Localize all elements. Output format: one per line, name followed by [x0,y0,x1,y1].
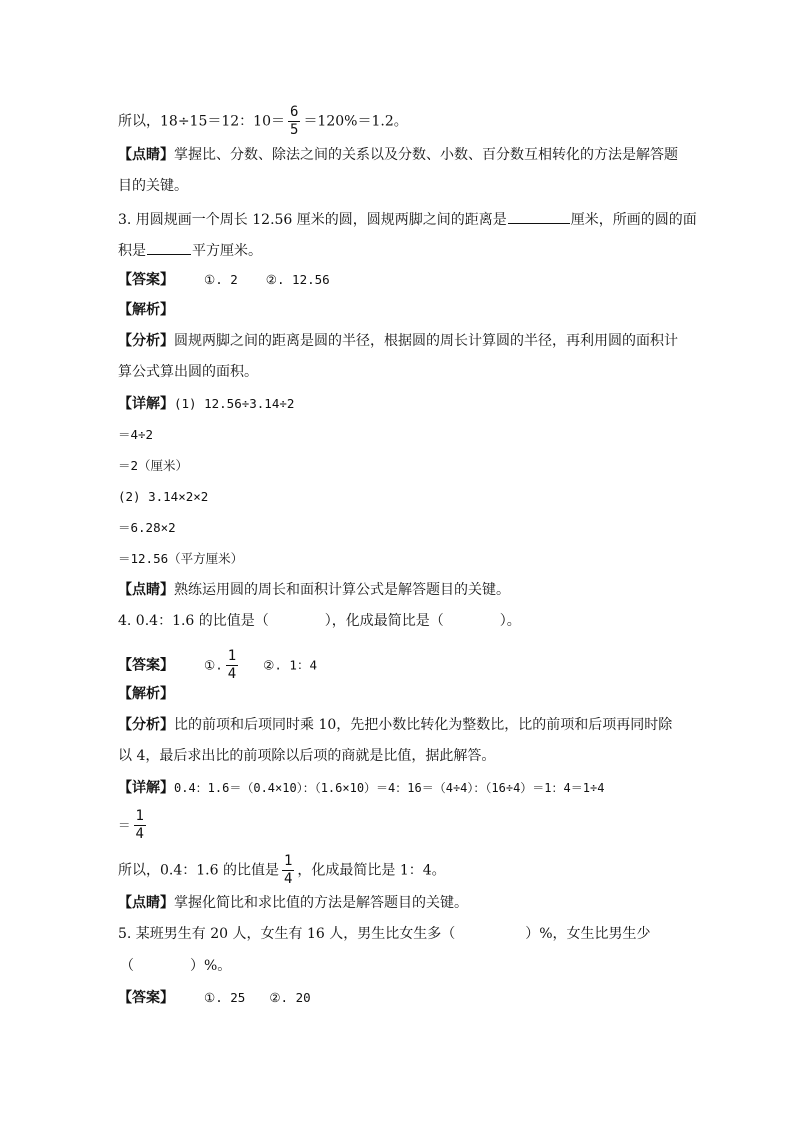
tip-tag: 【点睛】 [118,147,174,163]
tip-tag: 【点睛】 [118,895,174,911]
answer-tag: 【答案】 [118,657,174,674]
fraction-numerator: 1 [227,648,237,664]
answer-3-line [118,270,678,290]
answer-5-part-2: ②. 20 [269,990,311,1005]
analysis-tag: 【分析】 [118,717,174,733]
answer-tag: 【答案】 [118,272,174,288]
question-3-text-c: 积是 [118,243,146,259]
answer-3-part-2: ②. 12.56 [265,272,330,287]
tip-text: 掌握比、分数、除法之间的关系以及分数、小数、百分数互相转化的方法是解答题 [174,147,678,163]
conclusion-text-post: ＝120%＝1.2。 [303,113,408,130]
answer-5-part-1: ①. 25 [204,990,246,1005]
tip-text: 掌握化简比和求比值的方法是解答题目的关键。 [174,895,468,911]
detail-3-step-3: ＝2（厘米） [118,458,189,473]
question-5-line-2: （ ）%。 [120,958,232,974]
analysis-text: 圆规两脚之间的距离是圆的半径，根据圆的周长计算圆的半径，再利用圆的面积计 [174,333,678,349]
analysis-4-line-2: 以 4，最后求出比的前项除以后项的商就是比值，据此解答。 [118,748,496,764]
analysis-3-line-2: 算公式算出圆的面积。 [118,364,258,380]
detail-3-step-5: ＝6.28×2 [118,520,176,535]
detail-3-step-2: ＝4÷2 [118,427,154,442]
answer-4-part-1: ①. [204,657,223,673]
detail-3-step-6: ＝12.56（平方厘米） [118,551,244,566]
conclusion-4-post: ，化成最简比是 1：4。 [297,862,446,879]
question-3-text-b: 厘米，所画的圆的面 [570,212,697,228]
fraction-numerator: 1 [283,853,293,869]
tip-tag: 【点睛】 [118,582,174,598]
analysis-4-line-1 [118,715,678,735]
tip-line-1-cont: 目的关键。 [118,178,188,194]
detail-tag: 【详解】 [118,780,174,796]
conclusion-4-pre: 所以，0.4：1.6 的比值是 [118,862,279,879]
fraction-1-4 [226,648,238,683]
analysis-text: 比的前项和后项同时乘 10，先把小数比转化为整数比，比的前项和后项再同时除 [174,717,673,733]
tip-text: 熟练运用圆的周长和面积计算公式是解答题目的关键。 [174,582,510,598]
answer-3-part-1: ①. 2 [204,272,238,287]
detail-step-1: (1) 12.56÷3.14÷2 [174,396,295,411]
tip-line-4 [118,893,678,913]
question-4-line: 4. 0.4：1.6 的比值是（ ），化成最简比是（ ）。 [118,613,521,629]
detail-3-step-4: (2) 3.14×2×2 [118,489,209,504]
tip-line-1 [118,145,678,165]
question-3-text-d: 平方厘米。 [192,243,262,259]
conclusion-line-1 [118,104,678,139]
fraction-6-5 [288,104,300,139]
conclusion-text-pre: 所以，18÷15＝12：10＝ [118,113,285,130]
question-5-line-1: 5. 某班男生有 20 人，女生有 16 人，男生比女生多（ ）%，女生比男生少 [118,926,651,942]
conclusion-4-line [118,853,678,888]
detail-4-line-1 [118,778,678,798]
detail-4-line-2 [118,808,678,843]
fraction-denominator: 5 [290,122,299,138]
detail-tag: 【详解】 [118,396,174,412]
tip-line-3 [118,580,678,600]
detail-4-equation: 0.4：1.6＝（0.4×10）：（1.6×10）＝4：16＝（4÷4）：（16÷4）＝1：4＝1÷4 [174,781,605,795]
answer-blank-1[interactable] [508,209,570,224]
answer-4-line [118,648,678,683]
question-3-line-2 [118,240,678,261]
equals-sign: ＝ [118,817,131,833]
analysis-3-line-1 [118,331,678,351]
fraction-numerator: 1 [135,808,144,824]
answer-4-part-2: ②. 1：4 [263,657,317,673]
analysis-tag: 【分析】 [118,333,174,349]
analysis-header-3: 【解析】 [118,302,174,318]
answer-5-line [118,988,678,1008]
question-3-line-1 [118,209,697,230]
fraction-denominator: 4 [135,826,144,842]
analysis-header-4: 【解析】 [118,686,174,702]
fraction-denominator: 4 [227,666,237,682]
question-3-text-a: 3. 用圆规画一个周长 12.56 厘米的圆，圆规两脚之间的距离是 [118,212,507,228]
fraction-1-4 [134,808,146,843]
fraction-1-4 [282,853,294,888]
answer-tag: 【答案】 [118,990,174,1006]
fraction-numerator: 6 [290,104,299,120]
fraction-denominator: 4 [283,871,293,887]
answer-blank-2[interactable] [147,240,191,255]
detail-3-line-1 [118,394,678,414]
